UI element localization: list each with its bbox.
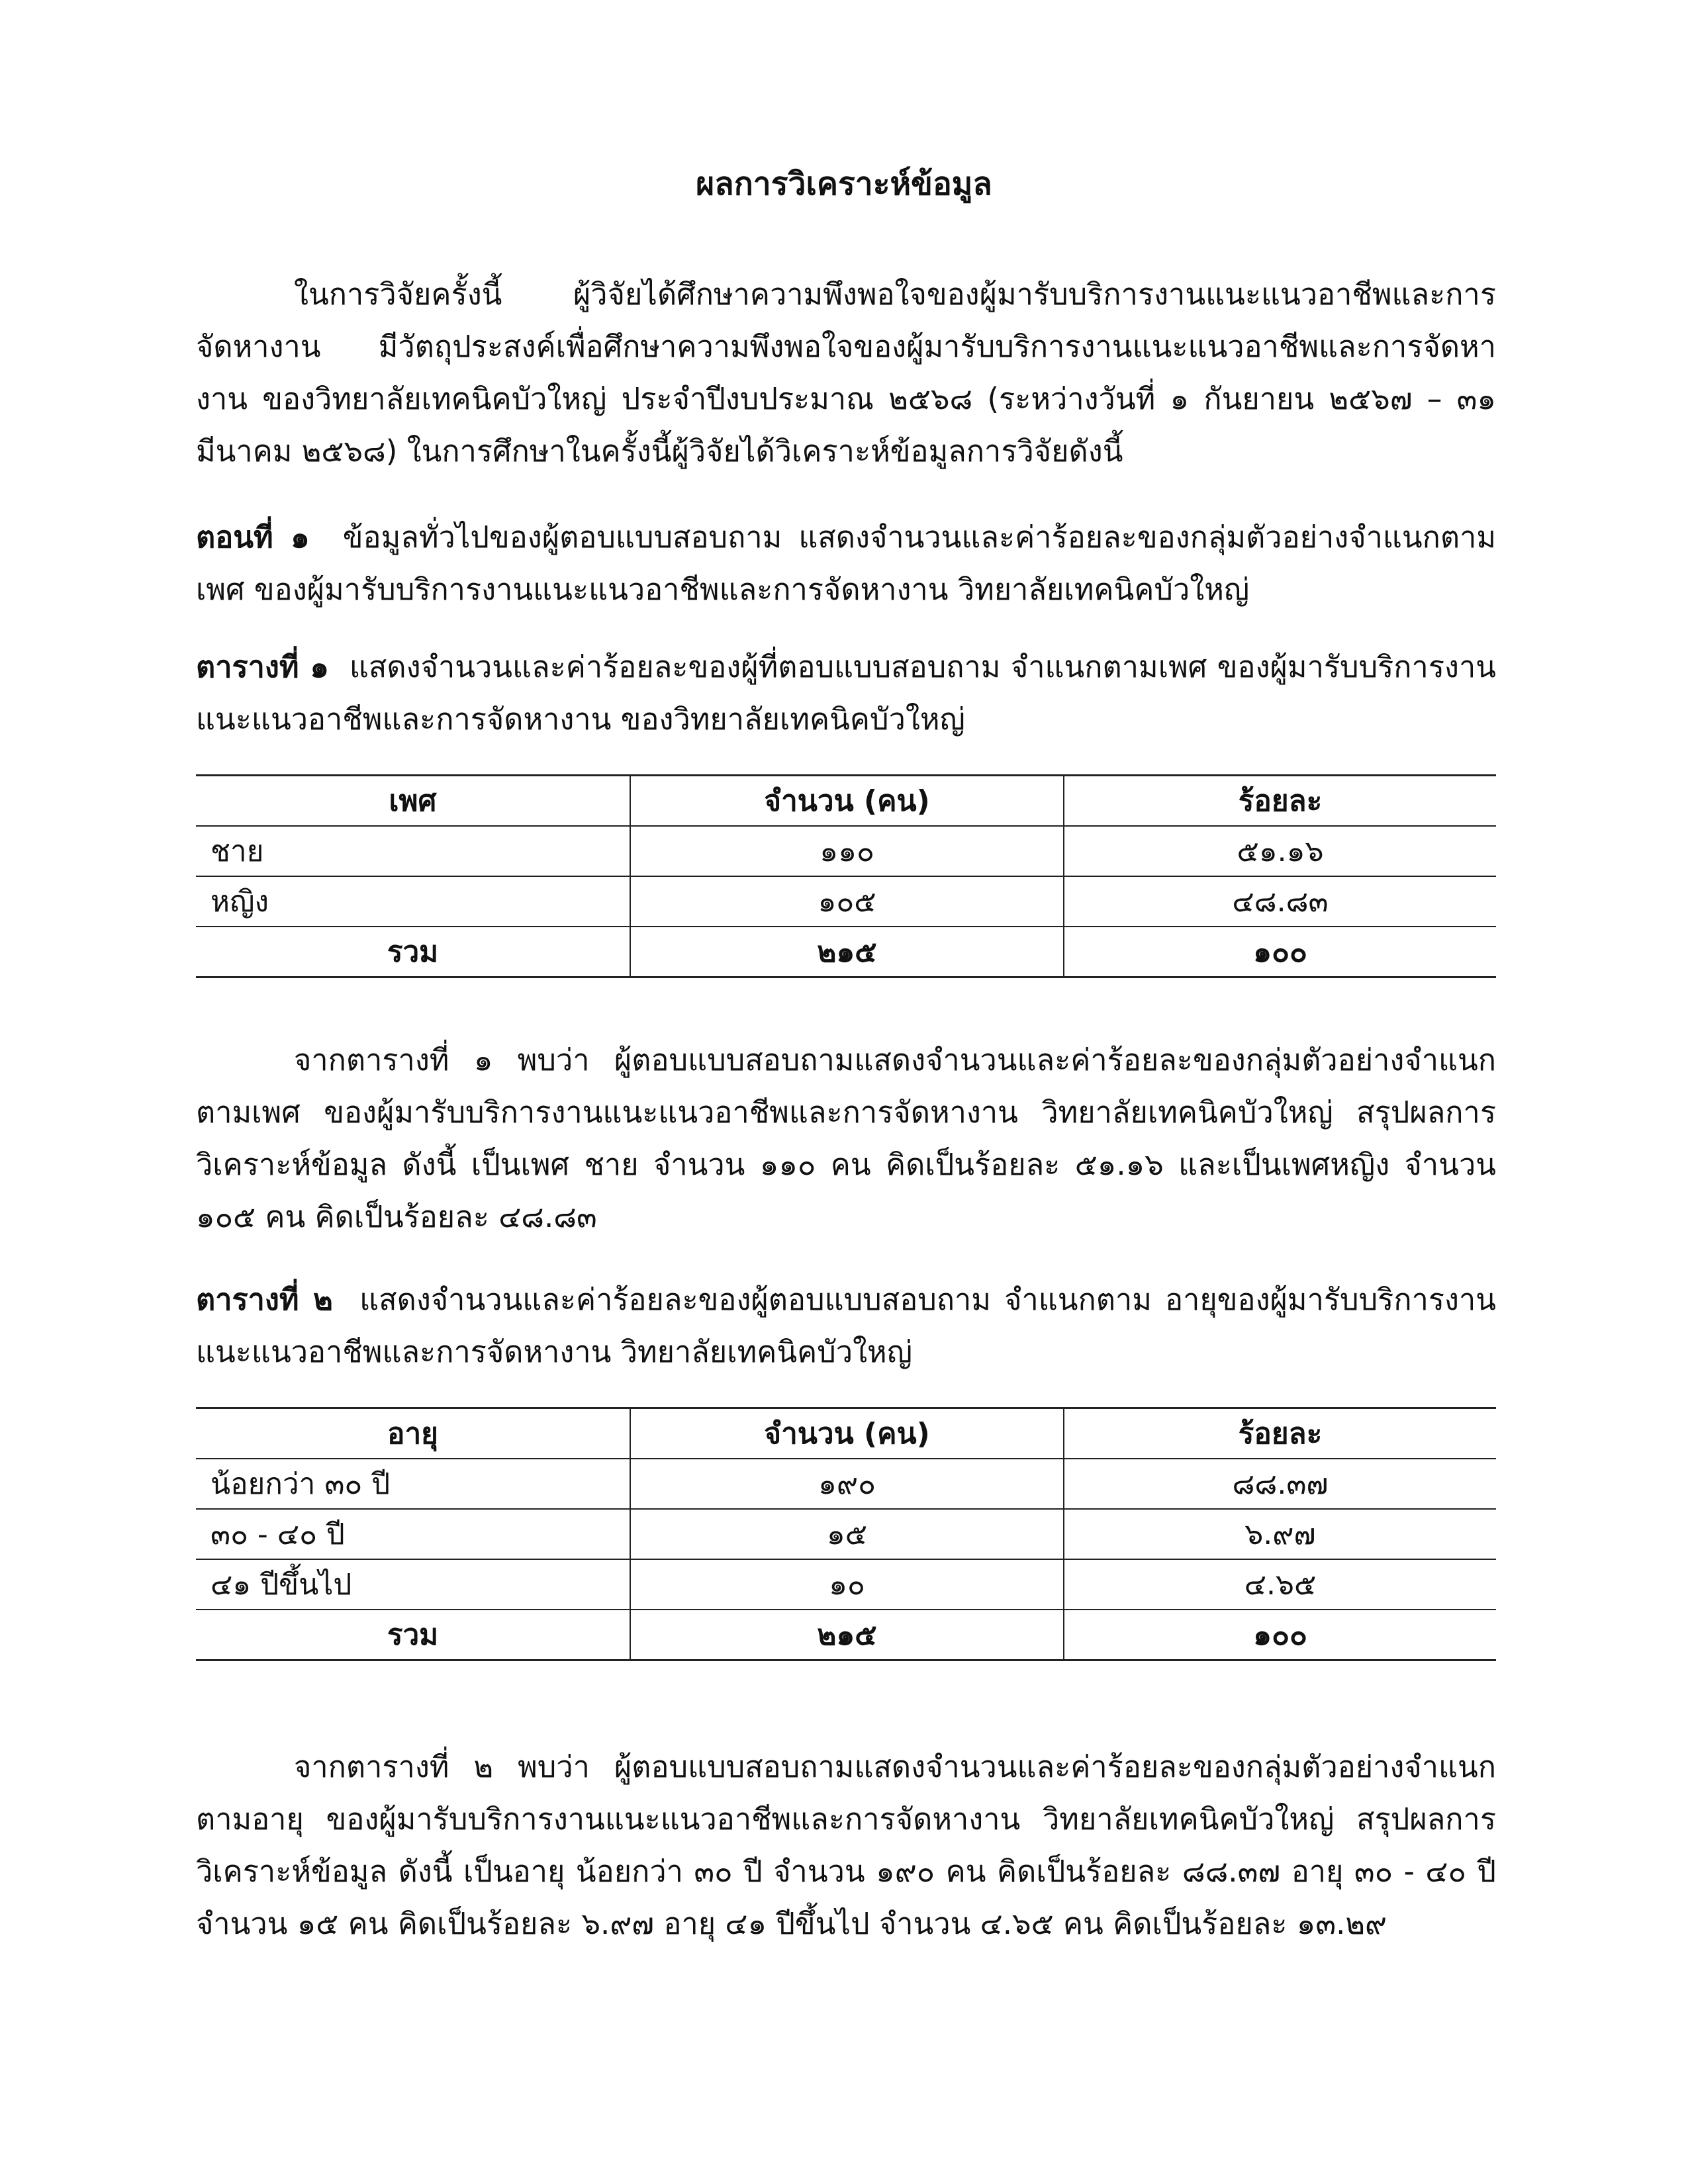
table-cell: ๘๘.๓๗ xyxy=(1064,1459,1496,1509)
intro-text: ในการวิจัยครั้งนี้ ผู้วิจัยได้ศึกษาความพึงพอใจของผู้มารับบริการงานแนะแนวอาชีพและการจัดหางาน มีวัตถุประสงค์เพื่อศึกษาความพึงพอใจของผู้มารับบริการงานแนะแนวอาชีพและการจัดหางาน ของวิทยาลัยเทคนิคบัวใหญ่ ประจำปีงบประมาณ ๒๕๖๘ (ระหว่างวันที่ ๑ กันยายน ๒๕๖๗ – ๓๑ มีนาคม ๒๕๖๘) ในการศึกษาในครั้งนี้ผู้วิจัยได้วิเคราะห์ข้อมูลการวิจัยดังนี้ xyxy=(196,277,1496,469)
table-cell: ๑๐๐ xyxy=(1064,927,1496,978)
table-header-row xyxy=(196,1408,1496,1459)
table2-caption xyxy=(196,1273,1496,1378)
intro-paragraph xyxy=(196,268,1496,477)
table-cell: หญิง xyxy=(196,876,630,927)
part1-paragraph xyxy=(196,511,1496,615)
table-cell: ชาย xyxy=(196,826,630,876)
table-cell: ๑๐๐ xyxy=(1064,1610,1496,1661)
part1-label: ตอนที่ ๑ xyxy=(196,520,310,555)
table2-caption-label: ตารางที่ ๒ xyxy=(196,1282,333,1317)
table-row xyxy=(196,876,1496,927)
table-row xyxy=(196,1459,1496,1509)
page-title: ผลการวิเคราะห์ข้อมูล xyxy=(696,165,992,203)
table-header-cell: ร้อยละ xyxy=(1064,776,1496,827)
table-total-row xyxy=(196,927,1496,978)
table1-caption-text: แสดงจำนวนและค่าร้อยละของผู้ที่ตอบแบบสอบถาม จำแนกตามเพศ ของผู้มารับบริการงานแนะแนวอาชีพและการจัดหางาน ของวิทยาลัยเทคนิคบัวใหญ่ xyxy=(196,649,1496,737)
table-row xyxy=(196,1509,1496,1559)
table-cell: ๔๘.๘๓ xyxy=(1064,876,1496,927)
part1-text: ข้อมูลทั่วไปของผู้ตอบแบบสอบถาม แสดงจำนวนและค่าร้อยละของกลุ่มตัวอย่างจำแนกตามเพศ ของผู้มารับบริการงานแนะแนวอาชีพและการจัดหางาน วิทยาลัยเทคนิคบัวใหญ่ xyxy=(196,520,1497,607)
table-cell: ๒๑๕ xyxy=(630,927,1064,978)
table-header-row xyxy=(196,776,1496,827)
table-header-cell: เพศ xyxy=(196,776,630,827)
table2-caption-text: แสดงจำนวนและค่าร้อยละของผู้ตอบแบบสอบถาม จำแนกตาม อายุของผู้มารับบริการงานแนะแนวอาชีพและการจัดหางาน วิทยาลัยเทคนิคบัวใหญ่ xyxy=(196,1282,1497,1369)
table-cell: ๑๕ xyxy=(630,1509,1064,1559)
table1-summary-text: จากตารางที่ ๑ พบว่า ผู้ตอบแบบสอบถามแสดงจำนวนและค่าร้อยละของกลุ่มตัวอย่างจำแนกตามเพศ ของผู้มารับบริการงานแนะแนวอาชีพและการจัดหางาน วิทยาลัยเทคนิคบัวใหญ่ สรุปผลการวิเคราะห์ข้อมูล ดังนี้ เป็นเพศ ชาย จำนวน ๑๑๐ คน คิดเป็นร้อยละ ๕๑.๑๖ และเป็นเพศหญิง จำนวน ๑๐๕ คน คิดเป็นร้อยละ ๔๘.๘๓ xyxy=(196,1042,1496,1234)
table-header-cell: อายุ xyxy=(196,1408,630,1459)
table-cell: ๑๑๐ xyxy=(630,826,1064,876)
table-gender xyxy=(196,774,1496,978)
table-header-cell: จำนวน (คน) xyxy=(630,776,1064,827)
table-total-row xyxy=(196,1610,1496,1661)
table2-summary-text: จากตารางที่ ๒ พบว่า ผู้ตอบแบบสอบถามแสดงจำนวนและค่าร้อยละของกลุ่มตัวอย่างจำแนกตามอายุ ของผู้มารับบริการงานแนะแนวอาชีพและการจัดหางาน วิทยาลัยเทคนิคบัวใหญ่ สรุปผลการวิเคราะห์ข้อมูล ดังนี้ เป็นอายุ น้อยกว่า ๓๐ ปี จำนวน ๑๙๐ คน คิดเป็นร้อยละ ๘๘.๓๗ อายุ ๓๐ - ๔๐ ปี จำนวน ๑๕ คน คิดเป็นร้อยละ ๖.๙๗ อายุ ๔๑ ปีขึ้นไป จำนวน ๔.๖๕ คน คิดเป็นร้อยละ ๑๓.๒๙ xyxy=(196,1749,1496,1941)
table-age xyxy=(196,1407,1496,1661)
table-cell: ๒๑๕ xyxy=(630,1610,1064,1661)
table-cell: ๔.๖๕ xyxy=(1064,1559,1496,1610)
table-row xyxy=(196,1559,1496,1610)
table-cell: ๓๐ - ๔๐ ปี xyxy=(196,1509,630,1559)
table-cell: ๕๑.๑๖ xyxy=(1064,826,1496,876)
table2-summary xyxy=(196,1741,1496,1950)
table-header-cell: ร้อยละ xyxy=(1064,1408,1496,1459)
table1-summary xyxy=(196,1034,1496,1243)
table-row xyxy=(196,826,1496,876)
table-cell: รวม xyxy=(196,927,630,978)
table-header-cell: จำนวน (คน) xyxy=(630,1408,1064,1459)
table-cell: ๑๙๐ xyxy=(630,1459,1064,1509)
table-cell: ๑๐ xyxy=(630,1559,1064,1610)
table-cell: ๑๐๕ xyxy=(630,876,1064,927)
table-cell: ๔๑ ปีขึ้นไป xyxy=(196,1559,630,1610)
table1-caption-label: ตารางที่ ๑ xyxy=(196,649,329,684)
table-cell: ๖.๙๗ xyxy=(1064,1509,1496,1559)
table-cell: น้อยกว่า ๓๐ ปี xyxy=(196,1459,630,1509)
table1-caption xyxy=(196,641,1496,745)
table-cell: รวม xyxy=(196,1610,630,1661)
